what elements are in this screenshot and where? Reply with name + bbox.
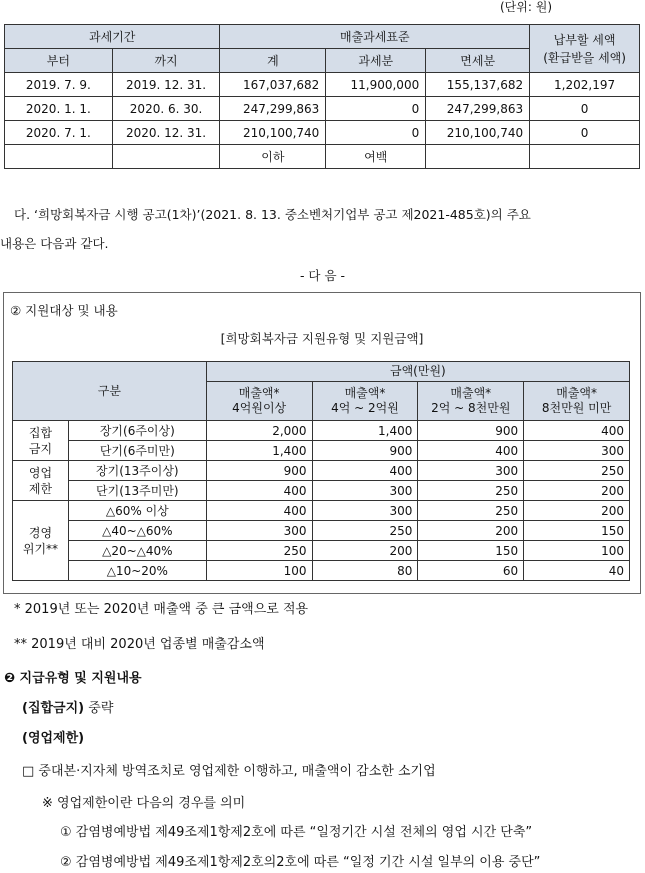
group-label-line: 금지 (28, 441, 53, 456)
cell-value: 60 (418, 561, 524, 581)
group-label-line: 위기** (22, 541, 59, 556)
cell-value: 300 (418, 461, 524, 481)
header-line: 매출액* (450, 386, 492, 400)
cell-to: 2019. 12. 31. (112, 73, 220, 97)
cell-value: 250 (418, 501, 524, 521)
header-line: 매출액* (344, 386, 386, 400)
row-label: △20~△40% (68, 541, 206, 561)
footnote-decline: ** 2019년 대비 2020년 업종별 매출감소액 (14, 637, 265, 652)
row-label: △60% 이상 (68, 501, 206, 521)
cell-exempt: 247,299,863 (426, 97, 530, 121)
header-period: 과세기간 (5, 25, 220, 49)
group-label-line: 집합 (28, 425, 53, 440)
closure-label: (집합금지) (22, 701, 85, 716)
cell-value: 400 (418, 441, 524, 461)
closure-line (22, 697, 113, 716)
support-box (3, 292, 641, 594)
cell-from: 2019. 7. 9. (5, 73, 113, 97)
header-from: 부터 (5, 49, 113, 73)
cell-empty (530, 145, 640, 169)
cell-value: 900 (418, 421, 524, 441)
cell-value: 400 (312, 461, 418, 481)
tax-period-table (4, 24, 640, 169)
paragraph-line: 다. ‘희망회복자금 시행 공고(1차)’(2021. 8. 13. 중소벤처기업부 공고 제2021-485호)의 주요 (14, 207, 531, 222)
cell-from: 2020. 7. 1. (5, 121, 113, 145)
section-title: ❷ 지급유형 및 지원내용 (4, 671, 142, 686)
cell-value: 250 (312, 521, 418, 541)
cell-taxable: 0 (326, 97, 426, 121)
table-row (5, 121, 640, 145)
header-tax-due-label: 납부할 세액 (553, 32, 616, 47)
unit-label: (단위: 원) (500, 0, 552, 14)
cell-to: 2020. 6. 30. (112, 97, 220, 121)
header-line: 4억원이상 (232, 401, 287, 415)
cell-value: 150 (524, 521, 630, 541)
restriction-case-2: ② 감염병예방법 제49조제1항제2호의2호에 따른 “일정 기간 시설 일부의 이용 중단” (60, 855, 541, 870)
cell-value: 80 (312, 561, 418, 581)
cell-total: 210,100,740 (220, 121, 326, 145)
group-label (13, 421, 69, 461)
table-row (5, 73, 640, 97)
box-subtitle: [희망회복자금 지원유형 및 지원금액] (220, 331, 424, 346)
row-label: 장기(6주이상) (68, 421, 206, 441)
header-taxable: 과세분 (326, 49, 426, 73)
cell-value: 250 (418, 481, 524, 501)
header-exempt: 면세분 (426, 49, 530, 73)
header-line: 매출액* (556, 386, 597, 400)
cell-value: 200 (524, 481, 630, 501)
cell-value: 300 (206, 521, 312, 541)
cell-total: 167,037,682 (220, 73, 326, 97)
row-label: △10~20% (68, 561, 206, 581)
header-total: 계 (220, 49, 326, 73)
header-amount: 금액(만원) (206, 362, 629, 382)
group-label (13, 501, 69, 581)
header-tax-due (530, 25, 640, 73)
table-row (13, 561, 630, 581)
cell-taxable: 11,900,000 (326, 73, 426, 97)
da-eum-title: - 다 음 - (299, 268, 346, 283)
restriction-item: □ 중대본·지자체 방역조치로 영업제한 이행하고, 매출액이 감소한 소기업 (22, 764, 436, 779)
cell-empty (426, 145, 530, 169)
cell-empty (112, 145, 220, 169)
row-label: 장기(13주이상) (68, 461, 206, 481)
cell-value: 100 (206, 561, 312, 581)
header-tax-due-note: (환급받을 세액) (543, 50, 626, 65)
table-row (13, 541, 630, 561)
cell-value: 1,400 (312, 421, 418, 441)
cell-value: 300 (312, 501, 418, 521)
cell-blank-marker: 이하 (220, 145, 326, 169)
header-category: 구분 (13, 362, 207, 421)
table-row (13, 441, 630, 461)
cell-from: 2020. 1. 1. (5, 97, 113, 121)
cell-value: 200 (524, 501, 630, 521)
header-line: 2억 ~ 8천만원 (431, 401, 511, 415)
cell-value: 400 (206, 481, 312, 501)
cell-value: 200 (418, 521, 524, 541)
restriction-note: ※ 영업제한이란 다음의 경우를 의미 (42, 796, 246, 811)
cell-tax-due: 0 (530, 121, 640, 145)
row-label: 단기(13주미만) (68, 481, 206, 501)
cell-value: 150 (418, 541, 524, 561)
cell-value: 2,000 (206, 421, 312, 441)
restriction-label: (영업제한) (22, 731, 85, 746)
cell-value: 300 (312, 481, 418, 501)
table-row (5, 97, 640, 121)
table-row (13, 461, 630, 481)
cell-taxable: 0 (326, 121, 426, 145)
cell-value: 300 (524, 441, 630, 461)
header-line: 4억 ~ 2억원 (331, 401, 399, 415)
cell-value: 250 (524, 461, 630, 481)
cell-value: 400 (524, 421, 630, 441)
cell-value: 250 (206, 541, 312, 561)
header-to: 까지 (112, 49, 220, 73)
header-standard: 매출과세표준 (220, 25, 530, 49)
cell-empty (5, 145, 113, 169)
paragraph-line: 내용은 다음과 같다. (0, 236, 109, 251)
header-sales-col (312, 382, 418, 421)
cell-exempt: 155,137,682 (426, 73, 530, 97)
support-amount-table (12, 361, 630, 581)
group-label-line: 영업 (28, 465, 53, 480)
cell-to: 2020. 12. 31. (112, 121, 220, 145)
table-row (13, 481, 630, 501)
table-row (13, 421, 630, 441)
header-line: 8천만원 미만 (541, 401, 612, 415)
closure-text: 중략 (84, 701, 114, 716)
group-label-line: 경영 (28, 525, 53, 540)
row-label: 단기(6주미만) (68, 441, 206, 461)
header-sales-col (524, 382, 630, 421)
group-label (13, 461, 69, 501)
cell-value: 40 (524, 561, 630, 581)
header-sales-col (418, 382, 524, 421)
header-line: 매출액* (238, 386, 280, 400)
cell-value: 400 (206, 501, 312, 521)
cell-value: 900 (312, 441, 418, 461)
cell-tax-due: 1,202,197 (530, 73, 640, 97)
row-label: △40~△60% (68, 521, 206, 541)
cell-value: 1,400 (206, 441, 312, 461)
cell-total: 247,299,863 (220, 97, 326, 121)
table-row (13, 521, 630, 541)
table-row (13, 501, 630, 521)
box-heading: ② 지원대상 및 내용 (10, 303, 118, 318)
table-row-blank (5, 145, 640, 169)
footnote-sales: * 2019년 또는 2020년 매출액 중 큰 금액으로 적용 (14, 602, 309, 617)
cell-blank-marker: 여백 (326, 145, 426, 169)
group-label-line: 제한 (28, 481, 53, 496)
cell-value: 100 (524, 541, 630, 561)
restriction-case-1: ① 감염병예방법 제49조제1항제2호에 따른 “일정기간 시설 전체의 영업 시간 단축” (60, 825, 533, 840)
cell-value: 200 (312, 541, 418, 561)
header-sales-col (206, 382, 312, 421)
cell-exempt: 210,100,740 (426, 121, 530, 145)
cell-tax-due: 0 (530, 97, 640, 121)
cell-value: 900 (206, 461, 312, 481)
